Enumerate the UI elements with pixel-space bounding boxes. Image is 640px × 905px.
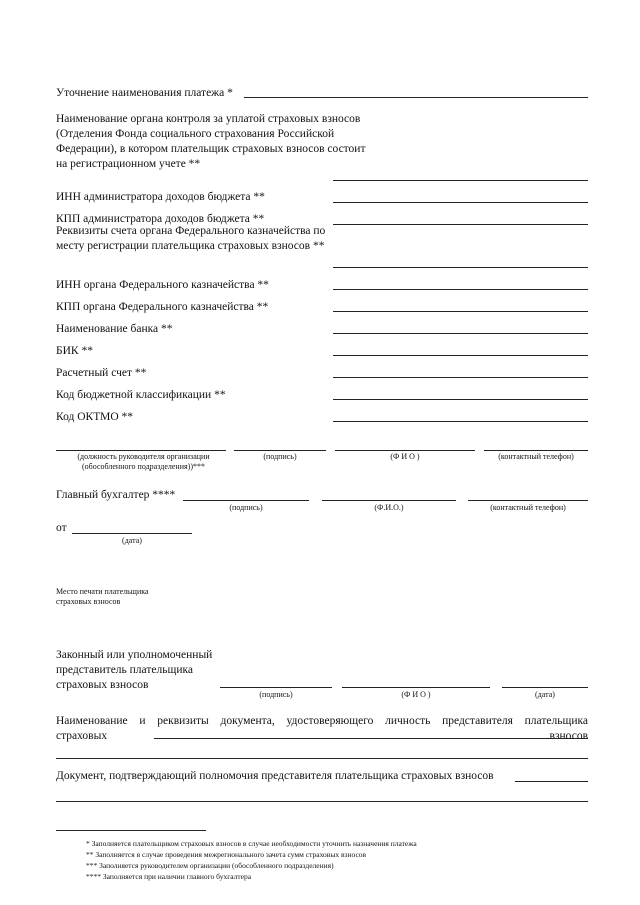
treasury-kpp-label: КПП органа Федерального казначейства ** xyxy=(56,301,269,313)
identity-doc-field-1[interactable] xyxy=(154,738,588,739)
representative-signature-field[interactable] xyxy=(220,687,332,688)
bik-label: БИК ** xyxy=(56,345,93,357)
authority-doc-field-1[interactable] xyxy=(515,781,588,782)
admin-inn-field[interactable] xyxy=(333,202,588,203)
admin-inn-label: ИНН администратора доходов бюджета ** xyxy=(56,191,265,203)
accountant-fio-caption: (Ф.И.О.) xyxy=(374,503,404,512)
head-signature-caption: (подпись) xyxy=(263,452,297,461)
bank-name-label: Наименование банка ** xyxy=(56,323,173,335)
representative-signature-caption: (подпись) xyxy=(259,690,293,699)
bik-field[interactable] xyxy=(333,355,588,356)
admin-kpp-field[interactable] xyxy=(333,224,588,225)
representative-fio-caption: (Ф И О ) xyxy=(401,690,431,699)
account-label: Расчетный счет ** xyxy=(56,367,147,379)
head-position-field[interactable] xyxy=(56,450,226,451)
date-caption: (дата) xyxy=(122,536,142,545)
footnote-4: **** Заполняется при наличии главного бухгалтера xyxy=(86,872,252,881)
control-body-label: Наименование органа контроля за уплатой страховых взносов (Отделения Фонда социального страхования Российской Федерации), в котором плательщик страховых взносов состоит на регистрационном учете ** xyxy=(56,113,366,170)
head-phone-caption: (контактный телефон) xyxy=(498,452,574,461)
control-body-field[interactable] xyxy=(333,180,588,181)
treasury-kpp-field[interactable] xyxy=(333,311,588,312)
footnote-separator xyxy=(56,830,206,831)
admin-kpp-label: КПП администратора доходов бюджета ** xyxy=(56,213,265,225)
date-from-label: от xyxy=(56,522,67,534)
representative-date-caption: (дата) xyxy=(535,690,555,699)
authority-doc-field-2[interactable] xyxy=(56,801,588,802)
accountant-phone-field[interactable] xyxy=(468,500,588,501)
head-phone-field[interactable] xyxy=(484,450,588,451)
payment-name-label: Уточнение наименования платежа * xyxy=(56,87,233,99)
footnote-1: * Заполняется плательщиком страховых взносов в случае необходимости уточнить назначения платежа xyxy=(86,839,417,848)
head-signature-field[interactable] xyxy=(234,450,326,451)
identity-doc-label: Наименование и реквизиты документа, удостоверяющего личность представителя плательщика страховых взносов xyxy=(56,715,588,742)
accountant-fio-field[interactable] xyxy=(322,500,456,501)
footnote-3: *** Заполняется руководителем организации (обособленного подразделения) xyxy=(86,861,334,870)
kbk-field[interactable] xyxy=(333,399,588,400)
treasury-inn-label: ИНН органа Федерального казначейства ** xyxy=(56,279,269,291)
representative-date-field[interactable] xyxy=(502,687,588,688)
head-fio-caption: (Ф И О ) xyxy=(390,452,420,461)
date-field[interactable] xyxy=(72,533,192,534)
representative-label: Законный или уполномоченный представитель плательщика страховых взносов xyxy=(56,649,213,691)
authority-doc-label: Документ, подтверждающий полномочия представителя плательщика страховых взносов xyxy=(56,770,494,782)
accountant-phone-caption: (контактный телефон) xyxy=(490,503,566,512)
treasury-account-field[interactable] xyxy=(333,267,588,268)
footnote-2: ** Заполняется в случае проведения межрегионального зачета сумм страховых взносов xyxy=(86,850,367,859)
representative-fio-field[interactable] xyxy=(342,687,490,688)
identity-doc-field-2[interactable] xyxy=(56,758,588,759)
treasury-inn-field[interactable] xyxy=(333,289,588,290)
treasury-account-label: Реквизиты счета органа Федерального казначейства по месту регистрации плательщика страховых взносов ** xyxy=(56,225,326,252)
head-position-caption: (должность руководителя организации (обособленного подразделения))*** xyxy=(77,452,210,471)
accountant-signature-field[interactable] xyxy=(183,500,309,501)
oktmo-field[interactable] xyxy=(333,421,588,422)
chief-accountant-label: Главный бухгалтер **** xyxy=(56,489,176,501)
head-fio-field[interactable] xyxy=(335,450,475,451)
account-field[interactable] xyxy=(333,377,588,378)
bank-name-field[interactable] xyxy=(333,333,588,334)
kbk-label: Код бюджетной классификации ** xyxy=(56,389,226,401)
stamp-label: Место печати плательщика страховых взносов xyxy=(56,587,149,606)
accountant-signature-caption: (подпись) xyxy=(229,503,263,512)
payment-name-field[interactable] xyxy=(244,97,588,98)
oktmo-label: Код ОКТМО ** xyxy=(56,411,133,423)
